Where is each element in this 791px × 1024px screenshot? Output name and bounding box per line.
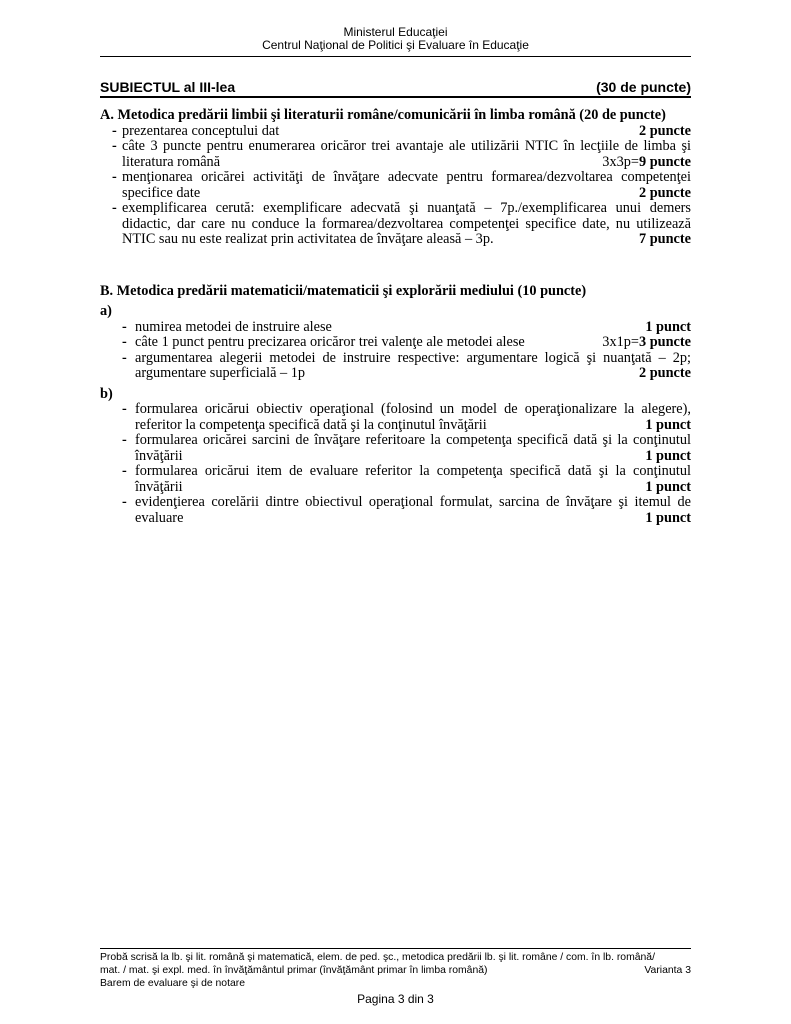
scoring-item-points — [602, 155, 691, 171]
points-value: 1 punct — [645, 509, 691, 526]
scoring-item — [100, 464, 691, 495]
points-value: 7 puncte — [638, 231, 691, 247]
scoring-item — [100, 335, 691, 351]
document-footer — [100, 948, 691, 1006]
points-value: 9 puncte — [638, 153, 691, 170]
scoring-item — [100, 201, 691, 248]
footer-line2-row — [100, 964, 691, 977]
scoring-item — [100, 351, 691, 382]
points-value: 2 puncte — [638, 184, 691, 201]
footer-line2: mat. / mat. şi expl. med. în învăţământul primar (învăţământ primar în limba română) — [100, 965, 488, 976]
scoring-item — [100, 495, 691, 526]
points-prefix: 3x3p= — [602, 153, 639, 170]
points-value: 1 punct — [645, 447, 691, 464]
subject-title: SUBIECTUL al III-lea — [100, 79, 236, 95]
scoring-item — [100, 139, 691, 170]
scoring-item-text: câte 3 puncte pentru enumerarea oricăror trei avantaje ale utilizării NTIC în lecţiile de limba şi literatura română — [122, 138, 691, 170]
scoring-item-points — [639, 366, 691, 382]
points-value: 1 punct — [645, 318, 691, 335]
scoring-item — [100, 170, 691, 201]
scoring-item-text: numirea metodei de instruire alese — [135, 318, 332, 335]
scoring-item-points — [645, 418, 691, 434]
page-content — [100, 0, 691, 526]
scoring-item-text: evidenţierea corelării dintre obiectivul operaţional formulat, sarcina de învăţare şi itemul de evaluare — [135, 494, 691, 526]
scoring-item-text: exemplificarea cerută: exemplificare adecvată şi nuanţată – 7p./exemplificarea unui demers didactic, dar care nu conduce la formarea/dezvoltarea competenţei specifice date, nu utilizează NTIC sau nu este realizat prin activitatea de învăţare aleasă – 3p. — [122, 200, 691, 247]
points-value: 1 punct — [645, 416, 691, 433]
scoring-item — [100, 320, 691, 336]
section-a — [100, 108, 691, 248]
scoring-item-text: argumentarea alegerii metodei de instruire respective: argumentare logică şi nuanţată – 2p; argumentare superficială – 1p — [135, 349, 691, 381]
subject-points: (30 de puncte) — [596, 79, 691, 95]
footer-variant: Varianta 3 — [644, 965, 691, 976]
scoring-item-points — [645, 511, 691, 527]
scoring-item-points — [645, 480, 691, 496]
sub-a-items — [100, 320, 691, 382]
points-value: 3 puncte — [638, 334, 691, 350]
page-number: Pagina 3 din 3 — [357, 992, 434, 1006]
section-a-items — [100, 124, 691, 248]
scoring-item-points — [639, 186, 691, 202]
scoring-item-text: menţionarea oricărei activităţi de învăţare adecvate pentru formarea/dezvoltarea competenţei specifice date — [122, 169, 691, 201]
scoring-item-text: formularea oricărui item de evaluare referitor la competenţa specifică dată şi la conţinutul învăţării — [135, 463, 691, 495]
section-b-heading: B. Metodica predării matematicii/matematicii şi explorării mediului (10 puncte) — [100, 282, 587, 299]
sub-a-label: a) — [100, 303, 112, 319]
section-a-heading: A. Metodica predării limbii şi literaturii române/comunicării în limba română (20 de puncte) — [100, 107, 666, 123]
center-line: Centrul Naţional de Politici şi Evaluare în Educaţie — [262, 38, 529, 52]
scoring-item-text: câte 1 punct pentru precizarea oricăror trei valenţe ale metodei alese — [135, 334, 525, 350]
scoring-item-points — [602, 335, 691, 351]
document-header — [100, 26, 691, 57]
footer-line3: Barem de evaluare şi de notare — [100, 978, 245, 989]
sub-b-label: b) — [100, 385, 113, 402]
ministry-line: Ministerul Educaţiei — [343, 25, 448, 39]
sub-b-items — [100, 402, 691, 526]
section-b — [100, 284, 691, 527]
scoring-item-text: formularea oricărei sarcini de învăţare referitoare la competenţa specifică dată şi la conţinutul învăţării — [135, 432, 691, 464]
scoring-item — [100, 402, 691, 433]
scoring-item-points — [645, 320, 691, 336]
scoring-item — [100, 433, 691, 464]
points-value: 1 punct — [645, 478, 691, 495]
footer-line1: Probă scrisă la lb. şi lit. română şi matematică, elem. de ped. şc., metodica predării lb. şi lit. române / com. în lb. română/ — [100, 952, 655, 963]
points-prefix: 3x1p= — [602, 334, 639, 350]
scoring-item-points — [645, 449, 691, 465]
scoring-item — [100, 124, 691, 140]
scoring-item-points — [639, 232, 691, 248]
points-value: 2 puncte — [638, 122, 691, 139]
scoring-item-text: prezentarea conceptului dat — [122, 122, 280, 139]
subject-heading — [100, 80, 691, 98]
scoring-item-points — [639, 124, 691, 140]
points-value: 2 puncte — [638, 365, 691, 381]
scoring-item-text: formularea oricărui obiectiv operaţional (folosind un model de operaţionalizare la alegere), referitor la competenţa specifică dată şi la conţinutul învăţării — [135, 401, 691, 433]
